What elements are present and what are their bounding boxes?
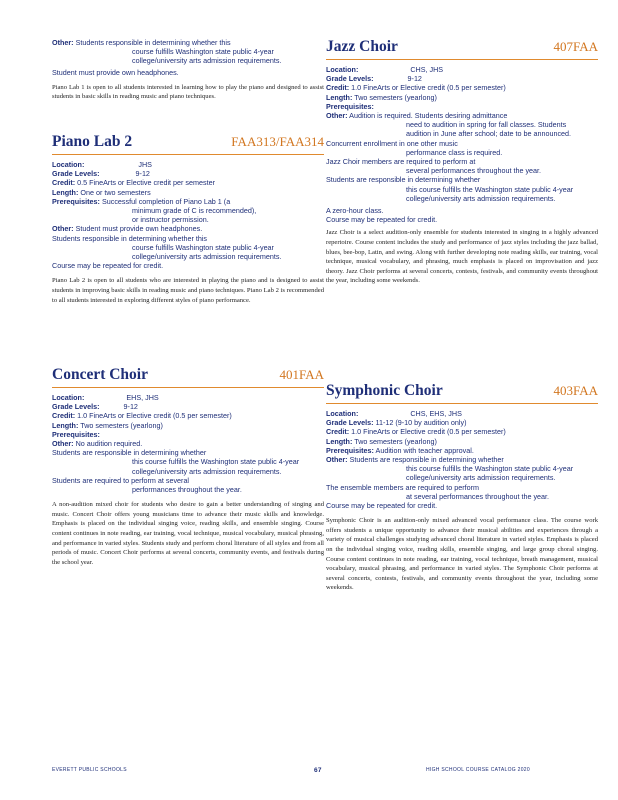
repeat-note: Course may be repeated for credit.: [326, 215, 438, 225]
concurrent-line: performance class is required.: [406, 147, 503, 157]
prereq-label: Prerequisites:: [326, 101, 374, 111]
length-label: Length:: [326, 436, 353, 446]
length-label: Length:: [326, 92, 353, 102]
other-line: college/university arts admission requirements.: [406, 473, 556, 483]
responsibility-line: course fulfills Washington state public 4-year: [132, 242, 274, 252]
responsibility-line: college/university arts admission requirements.: [132, 466, 282, 476]
course-header: [326, 38, 598, 60]
other-value: No audition required.: [75, 439, 143, 449]
length-value: Two semesters (yearlong): [80, 420, 163, 430]
course-title: Jazz Choir: [326, 38, 398, 55]
course-title: Piano Lab 2: [52, 133, 133, 150]
other-text: Students responsible in determining whether this: [75, 38, 231, 47]
course-code: 401FAA: [279, 367, 324, 382]
concurrent-note: Concurrent enrollment in one other music: [326, 138, 458, 148]
course-header: [52, 366, 324, 388]
piano-lab-1-continued: [52, 38, 324, 102]
credit-label: Credit:: [326, 427, 350, 437]
length-value: One or two semesters: [80, 187, 151, 197]
course-description: Jazz Choir is a select audition-only ensemble for students interested in singing in a highly advanced repertoire. Course content includes the study and performance of jazz styles including the jazz ballad, blues, bee-bop, Latin, and swing. Along with further developing note reading skills, ear training, vocal technique, musical vocabulary, and phrasing, much emphasis is placed on improvisation and jazz theory. Jazz Choir performs at several concerts, contests, festivals, and community events throughout the year, including some weekends.: [326, 229, 598, 285]
prereq-label: Prerequisites:: [52, 429, 100, 439]
location-value: CHS, JHS: [410, 65, 444, 74]
prereq-label: Prerequisites:: [52, 196, 100, 206]
prereq-value: Successful completion of Piano Lab 1 (a: [101, 196, 231, 206]
course-description: Symphonic Choir is an audition-only mixed advanced vocal performance class. The course work offers students a unique opportunity to advance their musical abilities and experiences through a variety of musical challenges studying advanced choral literature in varied styles. Emphasis is placed on the individual singing voice, reading skills, ensemble singing, and large group choral singing. Course content continues in note reading, ear training, vocal technique, breath management, musical vocabulary, musical phrasing, and performance in varied styles. The Symphonic Choir performs at several concerts, contests, festivals, and community events throughout the year, including some weekends.: [326, 517, 598, 592]
grade-value: 11-12 (9-10 by audition only): [375, 418, 467, 428]
length-value: Two semesters (yearlong): [354, 92, 437, 102]
responsibility-line: college/university arts admission requirements.: [132, 252, 282, 262]
location-label: Location:: [52, 160, 85, 169]
course-description: Piano Lab 2 is open to all students who are interested in playing the piano and is designed to assist students in improving basic skills in reading music and piano techniques. Piano Lab 2 is recommended to all students interested in exploring different styles of piano performance.: [52, 277, 324, 304]
length-value: Two semesters (yearlong): [354, 436, 437, 446]
credit-value: 1.0 FineArts or Elective credit (0.5 per semester): [77, 411, 232, 421]
other-label: Other:: [52, 224, 74, 234]
prereq-value: Audition with teacher approval.: [375, 445, 474, 455]
credit-label: Credit:: [326, 83, 350, 93]
concert-choir-section: [52, 366, 324, 567]
course-title: Symphonic Choir: [326, 382, 443, 399]
grade-label: Grade Levels:: [326, 74, 374, 84]
other-label: Other:: [52, 439, 74, 449]
responsibility-line: college/university arts admission requirements.: [406, 193, 556, 203]
prereq-label: Prerequisites:: [326, 445, 374, 455]
other-value: Audition is required. Students desiring admittance: [349, 111, 508, 121]
credit-value: 1.0 FineArts or Elective credit (0.5 per semester): [351, 427, 506, 437]
headphones-note: Student must provide own headphones.: [52, 67, 179, 77]
zero-hour-note: A zero-hour class.: [326, 206, 384, 216]
members-line: several performances throughout the year.: [406, 166, 542, 176]
repeat-note: Course may be repeated for credit.: [52, 261, 164, 271]
length-label: Length:: [52, 187, 79, 197]
repeat-note: Course may be repeated for credit.: [326, 501, 438, 511]
length-label: Length:: [52, 420, 79, 430]
other-line: this course fulfills the Washington state public 4-year: [406, 464, 574, 474]
responsibility-note: Students are responsible in determining whether: [52, 448, 207, 458]
grade-value: 9-12: [135, 169, 150, 179]
course-title: Concert Choir: [52, 366, 148, 383]
location-value: JHS: [138, 160, 152, 169]
performance-line: performances throughout the year.: [132, 485, 242, 495]
course-header: [326, 382, 598, 404]
responsibility-line: this course fulfills the Washington state public 4-year: [132, 457, 300, 467]
other-label: Other:: [52, 38, 74, 47]
page-number: 67: [314, 767, 322, 774]
course-code: FAA313/FAA314: [231, 134, 324, 149]
course-description: Piano Lab 1 is open to all students interested in learning how to play the piano and designed to assist students in basic skills in reading music and piano techniques.: [52, 83, 324, 101]
other-value: Student must provide own headphones.: [75, 224, 203, 234]
catalog-title: HIGH SCHOOL COURSE CATALOG 2020: [426, 767, 530, 773]
ensemble-line: at several performances throughout the year.: [406, 491, 550, 501]
prereq-line: or instructor permission.: [132, 215, 209, 225]
course-code: 403FAA: [553, 383, 598, 398]
other-text-line: course fulfills Washington state public 4-year: [132, 47, 274, 57]
course-description: A non-audition mixed choir for students who desire to gain a better understanding of singing and music. Concert Choir offers young musicians time to advance their music skills and knowledge. Emphasis is placed on the individual singing voice, reading skills, and ensemble singing. Course content continues in note reading, ear training, vocal technique, musical vocabulary, musical phrasing, and performance in varied styles. Students study and perform choral literature of all styles and from all periods of music. Concert Choir performs at several concerts, community events, and festivals during the school year.: [52, 501, 324, 566]
grade-label: Grade Levels:: [326, 418, 374, 428]
ensemble-note: The ensemble members are required to perform: [326, 482, 480, 492]
responsibility-note: Students responsible in determining whether this: [52, 233, 208, 243]
course-code: 407FAA: [553, 39, 598, 54]
jazz-choir-section: [326, 38, 598, 286]
other-text-line: college/university arts admission requirements.: [132, 56, 282, 66]
performance-note: Students are required to perform at several: [52, 475, 190, 485]
grade-label: Grade Levels:: [52, 402, 100, 412]
credit-value: 0.5 FineArts or Elective credit per semester: [77, 178, 215, 188]
responsibility-note: Students are responsible in determining whether: [326, 175, 481, 185]
grade-label: Grade Levels:: [52, 169, 100, 179]
responsibility-line: this course fulfills the Washington state public 4-year: [406, 184, 574, 194]
district-name: EVERETT PUBLIC SCHOOLS: [52, 767, 127, 773]
other-value: Students are responsible in determining whether: [349, 455, 504, 465]
credit-label: Credit:: [52, 178, 76, 188]
symphonic-choir-section: [326, 382, 598, 593]
members-note: Jazz Choir members are required to perform at: [326, 157, 476, 167]
grade-value: 9-12: [407, 74, 422, 84]
other-line: audition in June after school; date to be announced.: [406, 129, 572, 139]
location-label: Location:: [52, 393, 85, 402]
other-line: need to audition in spring for fall classes. Students: [406, 120, 567, 130]
course-header: [52, 133, 324, 155]
location-value: EHS, JHS: [126, 393, 159, 402]
prereq-line: minimum grade of C is recommended),: [132, 206, 257, 216]
location-label: Location:: [326, 65, 359, 74]
other-label: Other:: [326, 455, 348, 465]
other-label: Other:: [326, 111, 348, 121]
piano-lab-2-section: [52, 133, 324, 305]
credit-value: 1.0 FineArts or Elective credit (0.5 per semester): [351, 83, 506, 93]
credit-label: Credit:: [52, 411, 76, 421]
grade-value: 9-12: [123, 402, 138, 412]
location-value: CHS, EHS, JHS: [410, 409, 462, 418]
location-label: Location:: [326, 409, 359, 418]
